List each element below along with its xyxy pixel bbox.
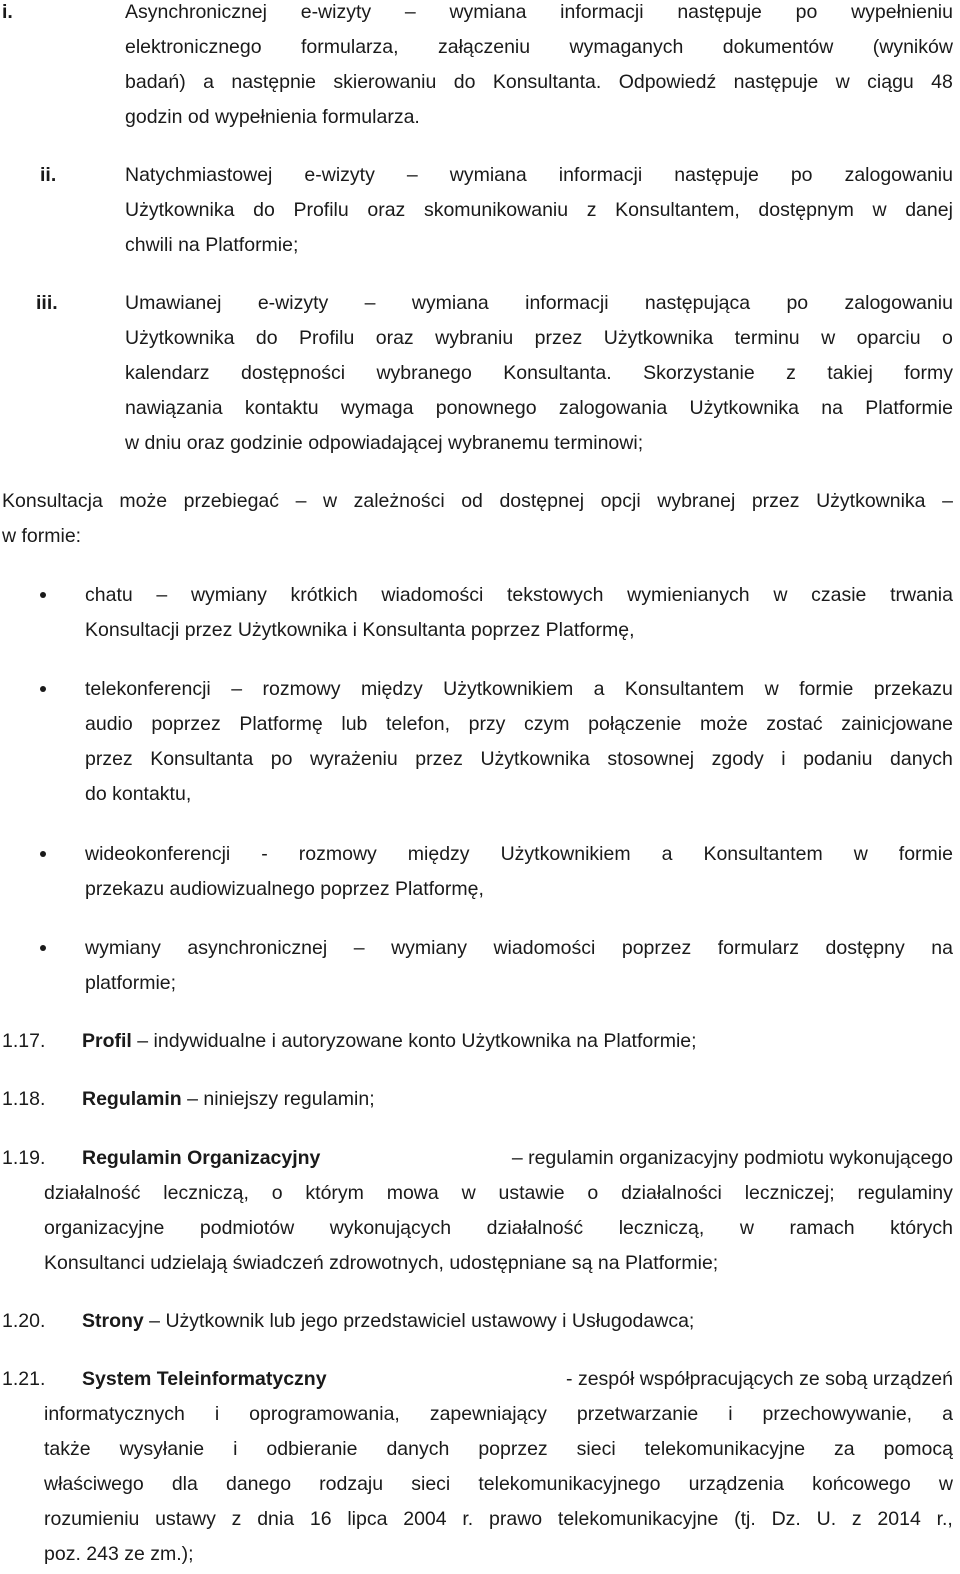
bullet-icon [40, 851, 46, 857]
text-line: właściwego dla danego rodzaju sieci telekomunikacyjnego urządzenia końcowego w [44, 1473, 953, 1495]
text-line: platformie; [85, 972, 177, 994]
definition-term: System Teleinformatyczny [82, 1368, 327, 1390]
text-line: informatycznych i oprogramowania, zapewniający przetwarzanie i przechowywanie, a [44, 1403, 953, 1425]
definition-term: Regulamin [82, 1088, 182, 1110]
text-line: elektronicznego formularza, załączeniu wymaganych dokumentów (wyników [125, 36, 953, 58]
text-line: Użytkownika do Profilu oraz skomunikowaniu z Konsultantem, dostępnym w danej [125, 199, 953, 221]
list-marker-i: i. [2, 1, 13, 23]
text-line [82, 1362, 953, 1397]
definition-term: Profil [82, 1030, 132, 1052]
text-line: w dniu oraz godzinie odpowiadającej wybranemu terminowi; [125, 432, 644, 454]
text-line: telekonferencji – rozmowy między Użytkownikiem a Konsultantem w formie przekazu [85, 678, 953, 700]
bullet-icon [40, 592, 46, 598]
text-line: działalność leczniczą, o którym mowa w ustawie o działalności leczniczej; regulaminy [44, 1182, 953, 1204]
definition-text: – indywidualne i autoryzowane konto Użytkownika na Platformie; [131, 1030, 697, 1052]
definition-text: – regulamin organizacyjny podmiotu wykonującego [511, 1147, 953, 1169]
section-number: 1.19. [2, 1147, 46, 1169]
text-line: Umawianej e-wizyty – wymiana informacji następująca po zalogowaniu [125, 292, 953, 314]
text-line [82, 1304, 694, 1339]
text-line [82, 1024, 697, 1059]
text-line: audio poprzez Platformę lub telefon, przy czym połączenie może zostać zainicjowane [85, 713, 953, 735]
text-line: chatu – wymiany krótkich wiadomości tekstowych wymienianych w czasie trwania [85, 584, 953, 606]
definition-text: – Użytkownik lub jego przedstawiciel ustawowy i Usługodawca; [143, 1310, 695, 1332]
text-line: Konsultanci udzielają świadczeń zdrowotnych, udostępniane są na Platformie; [44, 1252, 719, 1274]
text-line [82, 1082, 375, 1117]
section-number: 1.20. [2, 1310, 46, 1332]
text-line: chwili na Platformie; [125, 234, 299, 256]
text-line: Konsultacji przez Użytkownika i Konsultanta poprzez Platformę, [85, 619, 635, 641]
text-line: w formie: [2, 525, 82, 547]
text-line: nawiązania kontaktu wymaga ponownego zalogowania Użytkownika na Platformie [125, 397, 953, 419]
text-line: Konsultacja może przebiegać – w zależności od dostępnej opcji wybranej przez Użytkownika – [2, 490, 953, 512]
text-line: wideokonferencji - rozmowy między Użytkownikiem a Konsultantem w formie [85, 843, 953, 865]
text-line: przez Konsultanta po wyrażeniu przez Użytkownika stosownej zgody i podaniu danych [85, 748, 953, 770]
section-number: 1.21. [2, 1368, 46, 1390]
text-line [82, 1141, 953, 1176]
text-line: do kontaktu, [85, 783, 192, 805]
text-line: Natychmiastowej e-wizyty – wymiana informacji następuje po zalogowaniu [125, 164, 953, 186]
text-line: wymiany asynchronicznej – wymiany wiadomości poprzez formularz dostępny na [85, 937, 953, 959]
text-line: organizacyjne podmiotów wykonujących działalność leczniczą, w ramach których [44, 1217, 953, 1239]
section-number: 1.18. [2, 1088, 46, 1110]
definition-text: - zespół współpracujących ze sobą urządzeń [566, 1368, 953, 1390]
bullet-icon [40, 686, 46, 692]
section-number: 1.17. [2, 1030, 46, 1052]
definition-term: Strony [82, 1310, 144, 1332]
text-line: także wysyłanie i odbieranie danych poprzez sieci telekomunikacyjne za pomocą [44, 1438, 953, 1460]
text-line: godzin od wypełnienia formularza. [125, 106, 420, 128]
list-marker-ii: ii. [40, 164, 57, 186]
text-line: rozumieniu ustawy z dnia 16 lipca 2004 r. prawo telekomunikacyjne (tj. Dz. U. z 2014 r., [44, 1508, 953, 1530]
text-line: przekazu audiowizualnego poprzez Platformę, [85, 878, 484, 900]
text-line: poz. 243 ze zm.); [44, 1543, 194, 1565]
text-line: Asynchronicznej e-wizyty – wymiana informacji następuje po wypełnieniu [125, 1, 953, 23]
list-marker-iii: iii. [36, 292, 58, 314]
bullet-icon [40, 945, 46, 951]
text-line: badań) a następnie skierowaniu do Konsultanta. Odpowiedź następuje w ciągu 48 [125, 71, 953, 93]
text-line: Użytkownika do Profilu oraz wybraniu przez Użytkownika terminu w oparciu o [125, 327, 953, 349]
definition-text: – niniejszy regulamin; [181, 1088, 375, 1110]
text-line: kalendarz dostępności wybranego Konsultanta. Skorzystanie z takiej formy [125, 362, 953, 384]
definition-term: Regulamin Organizacyjny [82, 1147, 321, 1169]
